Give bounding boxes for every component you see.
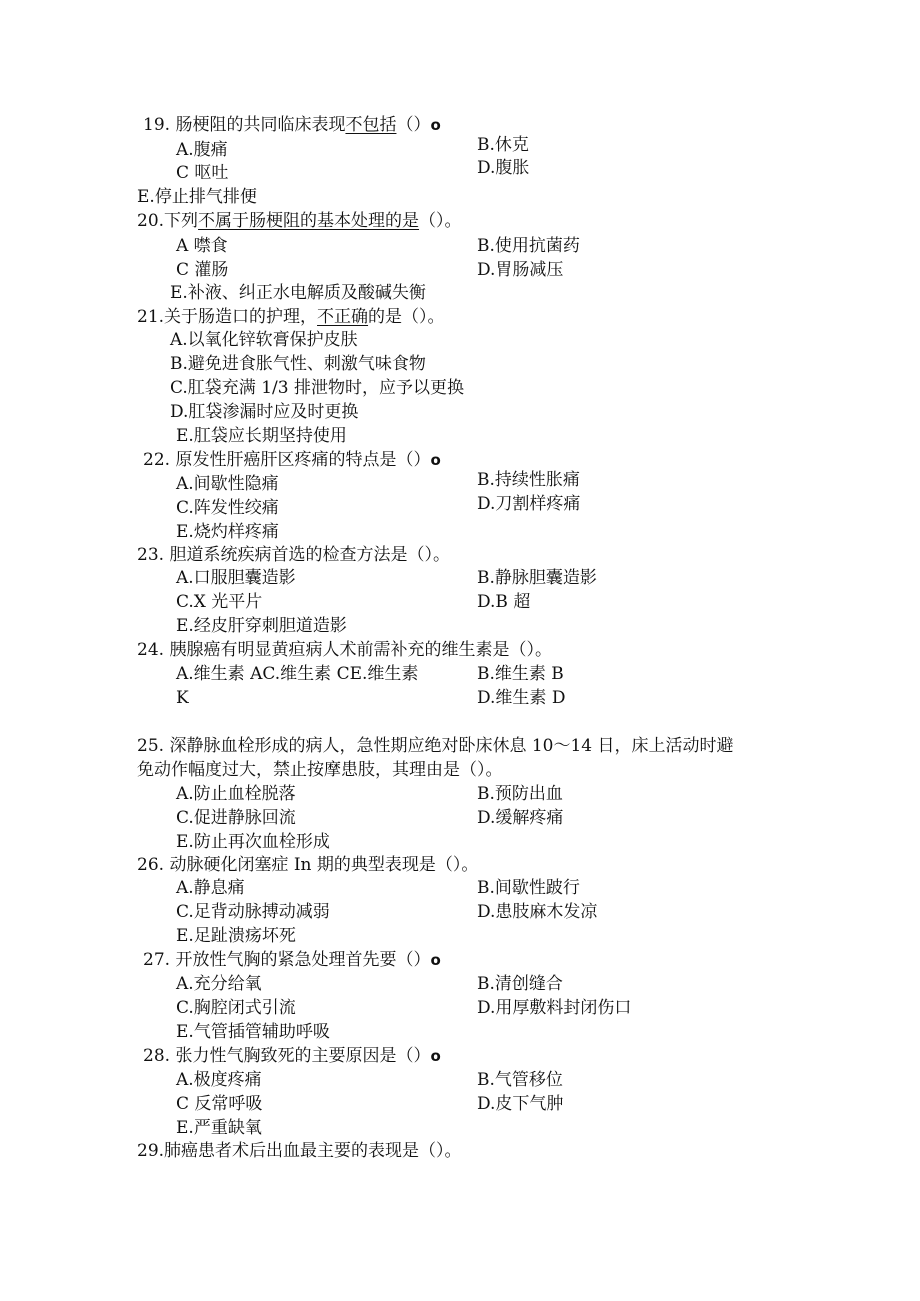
question-25-option-a: A.防止血栓脱落 (176, 784, 296, 804)
question-20-option-c: C 灌肠 (176, 260, 229, 280)
question-25-option-c: C.促进静脉回流 (176, 808, 296, 828)
question-27-option-c: C.胸腔闭式引流 (176, 998, 296, 1018)
question-21-option-b: B.避免进食胀气性、刺激气味食物 (170, 354, 426, 374)
question-28-option-e: E.严重缺氧 (176, 1118, 262, 1138)
question-24-stem: 24. 胰腺癌有明显黄疸病人术前需补充的维生素是（）。 (137, 640, 552, 660)
question-23-option-d: D.B 超 (477, 592, 531, 612)
question-23-option-b: B.静脉胆囊造影 (477, 568, 597, 588)
question-22-option-b: B.持续性胀痛 (477, 470, 580, 490)
question-27-stem: 27. 开放性气胸的紧急处理首先要（）o (143, 950, 441, 970)
question-19-stem: 19. 肠梗阻的共同临床表现不包括（）o (143, 115, 441, 135)
question-21-stem: 21.关于肠造口的护理，不正确的是（）。 (137, 307, 445, 327)
question-28-option-c: C 反常呼吸 (176, 1094, 263, 1114)
question-26-option-a: A.静息痛 (176, 878, 245, 898)
question-20-option-b: B.使用抗菌药 (477, 236, 580, 256)
question-22-stem: 22. 原发性肝癌肝区疼痛的特点是（）o (143, 450, 441, 470)
question-25-option-d: D.缓解疼痛 (477, 808, 564, 828)
question-28-option-a: A.极度疼痛 (176, 1070, 262, 1090)
circle-mark: o (430, 451, 441, 469)
question-27-option-a: A.充分给氧 (176, 974, 262, 994)
circle-mark: o (430, 1047, 441, 1065)
question-20-option-e: E.补液、纠正水电解质及酸碱失衡 (170, 283, 426, 303)
question-25-option-b: B.预防出血 (477, 784, 563, 804)
question-27-option-b: B.清创缝合 (477, 974, 563, 994)
question-22-option-c: C.阵发性绞痛 (176, 498, 279, 518)
question-25-stem-line1: 25. 深静脉血栓形成的病人，急性期应绝对卧床休息 10～14 日，床上活动时避 (137, 736, 734, 756)
question-27-option-d: D.用厚敷料封闭伤口 (477, 998, 632, 1018)
question-19-option-d: D.腹胀 (477, 158, 530, 178)
question-23-option-c: C.X 光平片 (176, 592, 263, 612)
question-26-stem: 26. 动脉硬化闭塞症 In 期的典型表现是（）。 (137, 855, 479, 875)
question-21-option-a: A.以氧化锌软膏保护皮肤 (170, 330, 358, 350)
question-19-option-a: A.腹痛 (176, 140, 228, 160)
question-20-stem: 20.下列不属于肠梗阻的基本处理的是（）。 (137, 211, 462, 231)
question-22-option-d: D.刀割样疼痛 (477, 494, 581, 514)
circle-mark: o (430, 951, 441, 969)
question-20-option-a: A 噤食 (176, 236, 228, 256)
question-20-option-d: D.胃肠减压 (477, 260, 564, 280)
question-21-option-e: E.肛袋应长期坚持使用 (176, 426, 347, 446)
question-24-option-a: A.维生素 AC.维生素 CE.维生素 (176, 664, 419, 684)
question-21-option-d: D.肛袋渗漏时应及时更换 (170, 402, 359, 422)
question-24-option-d: D.维生素 D (477, 688, 566, 708)
question-24-option-b: B.维生素 B (477, 664, 564, 684)
question-22-option-e: E.烧灼样疼痛 (176, 522, 279, 542)
question-22-option-a: A.间歇性隐痛 (176, 474, 279, 494)
question-25-stem-line2: 免动作幅度过大，禁止按摩患肢，其理由是（）。 (137, 760, 503, 780)
question-29-stem: 29.肺癌患者术后出血最主要的表现是（）。 (137, 1141, 462, 1161)
question-28-stem: 28. 张力性气胸致死的主要原因是（）o (143, 1046, 441, 1066)
question-23-option-a: A.口服胆囊造影 (176, 568, 296, 588)
question-28-option-b: B.气管移位 (477, 1070, 563, 1090)
question-26-option-d: D.患肢麻木发凉 (477, 902, 598, 922)
question-25-option-e: E.防止再次血栓形成 (176, 832, 330, 852)
question-21-option-c: C.肛袋充满 1/3 排泄物时，应予以更换 (170, 378, 464, 398)
question-24-option-a-cont: K (176, 688, 189, 708)
circle-mark: o (430, 116, 441, 134)
question-19-option-e: E.停止排气排便 (137, 187, 257, 207)
question-23-stem: 23. 胆道系统疾病首选的检查方法是（）。 (137, 545, 450, 565)
question-27-option-e: E.气管插管辅助呼吸 (176, 1022, 330, 1042)
question-26-option-b: B.间歇性跛行 (477, 878, 580, 898)
question-26-option-e: E.足趾溃疡坏死 (176, 926, 296, 946)
question-23-option-e: E.经皮肝穿刺胆道造影 (176, 616, 347, 636)
question-26-option-c: C.足背动脉搏动减弱 (176, 902, 330, 922)
question-28-option-d: D.皮下气肿 (477, 1094, 564, 1114)
question-19-option-b: B.休克 (477, 135, 529, 155)
question-19-option-c: C 呕吐 (176, 163, 229, 183)
